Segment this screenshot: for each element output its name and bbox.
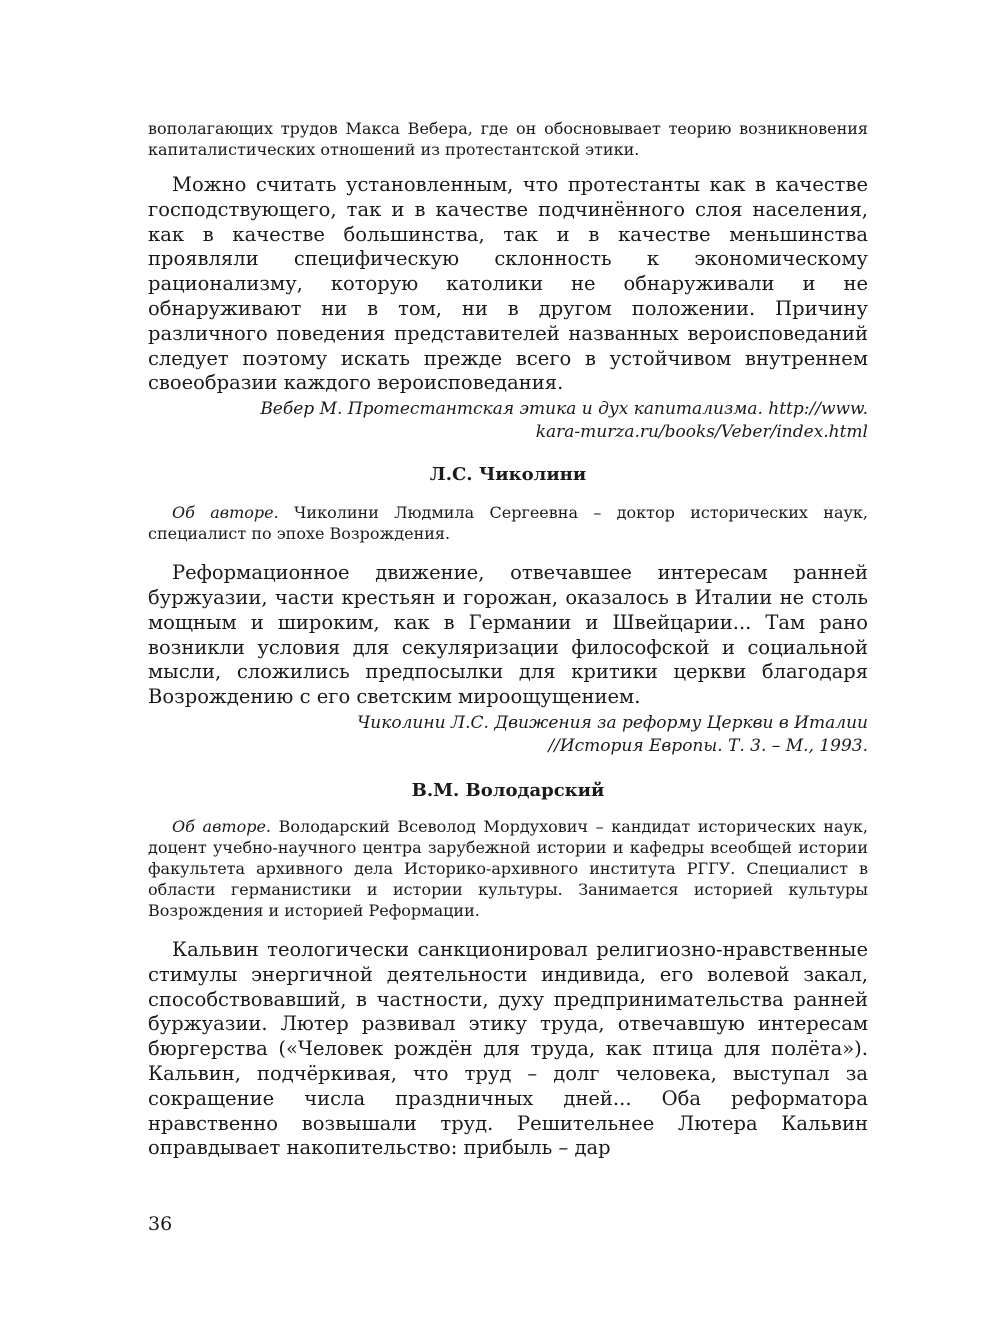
about-lead: Об авторе. xyxy=(172,816,271,836)
about-text: Володарский Всеволод Мордухович – кандидат исторических наук, доцент учебно-научного центра зарубежной истории и кафедры всеобщей истории факультета архивного дела Историко-архивного института РГГУ. Специалист в области германистики и истории культуры. Занимается историей культуры Возрождения и историей Реформации. xyxy=(148,816,868,920)
weber-citation-line1: Вебер М. Протестантская этика и дух капитализма. http://www. xyxy=(260,399,868,420)
volodarsky-quote: Кальвин теологически санкционировал религиозно-нравственные стимулы энергичной деятельности индивида, его волевой закал, способствовавший, в частности, духу предпринимательства ранней буржуазии. Лютер развивал этику труда, отвечавшую интересам бюргерства («Человек рождён для труда, как птица для полёта»). Кальвин, подчёркивая, что труд – долг человека, выступал за сокращение числа праздничных дней... Оба реформатора нравственно возвышали труд. Решительнее Лютера Кальвин оправдывает накопительство: прибыль – дар xyxy=(148,937,868,1160)
intro-fragment: вополагающих трудов Макса Вебера, где он обосновывает теорию возникновения капиталистических отношений из протестантской этики. xyxy=(148,119,868,159)
page-number: 36 xyxy=(148,1213,173,1235)
weber-citation-line2: kara-murza.ru/books/Veber/index.html xyxy=(535,422,868,443)
chikolini-quote: Реформационное движение, отвечавшее интересам ранней буржуазии, части крестьян и горожан, оказалось в Италии не столь мощным и широким, как в Германии и Швейцарии... Там рано возникли условия для секуляризации философской и социальной мысли, сложились предпосылки для критики церкви благодаря Возрождению с его светским мироощущением. xyxy=(148,561,868,709)
weber-quote: Можно считать установленным, что протестанты как в качестве господствующего, так и в качестве подчинённого слоя населения, как в качестве большинства, так и в качестве меньшинства проявляли специфическую склонность к экономическому рационализму, которую католики не обнаруживали и не обнаруживают ни в том, ни в другом положении. Причину различного поведения представителей названных вероисповеданий следует поэтому искать прежде всего в устойчивом внутреннем своеобразии каждого вероисповедания. xyxy=(148,173,868,395)
about-author-volodarsky xyxy=(148,816,868,921)
about-text: Чиколини Людмила Сергеевна – доктор исторических наук, специалист по эпохе Возрождения. xyxy=(148,503,868,544)
page-content xyxy=(148,112,868,1161)
about-lead: Об авторе. xyxy=(172,503,279,523)
section-heading-chikolini: Л.С. Чиколини xyxy=(429,464,587,486)
about-author-chikolini xyxy=(148,502,868,544)
chikolini-citation-line1: Чиколини Л.С. Движения за реформу Церкви в Италии xyxy=(357,712,868,733)
section-heading-volodarsky: В.М. Володарский xyxy=(411,779,605,801)
chikolini-citation-line2: //История Европы. Т. 3. – М., 1993. xyxy=(548,735,868,756)
